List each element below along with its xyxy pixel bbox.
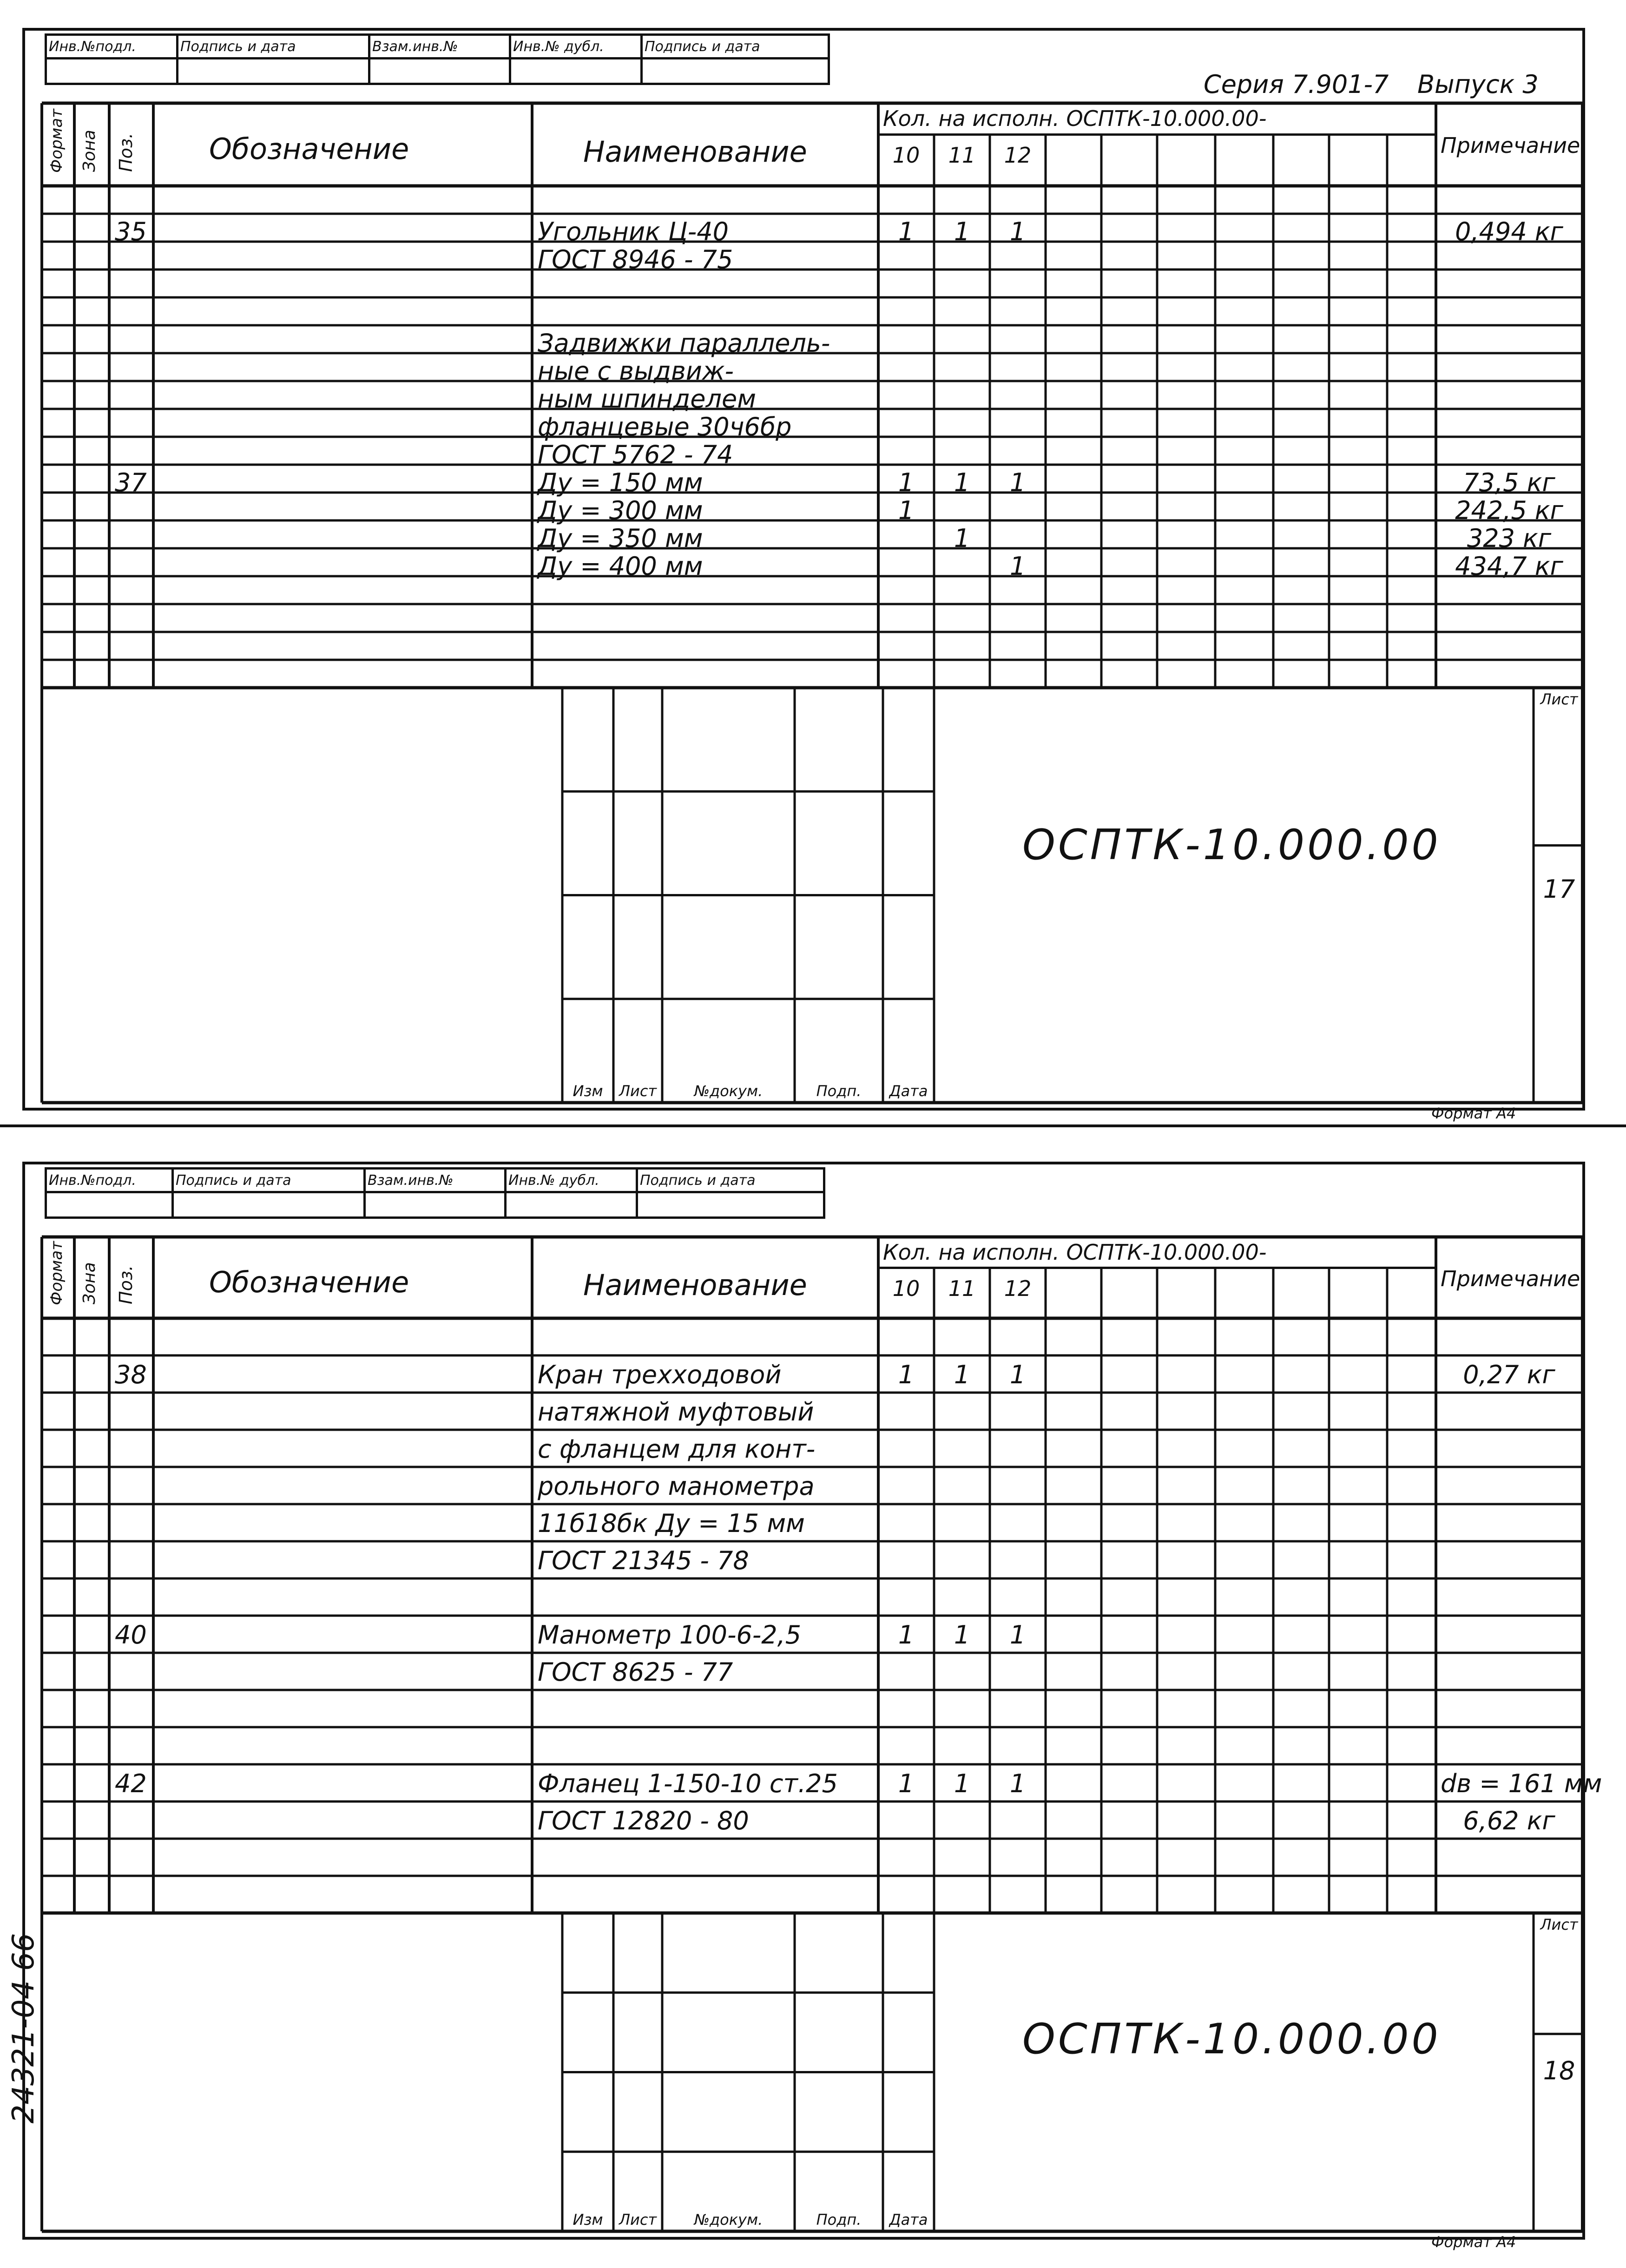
- row-name: Ду = 400 мм: [538, 552, 703, 581]
- row-note: 0,494 кг: [1455, 217, 1563, 247]
- sheet-separator: [0, 1124, 1626, 1127]
- row-qty-12: 1: [1009, 468, 1026, 498]
- title-block-label: №докум.: [694, 2211, 763, 2229]
- row-qty-11: 1: [954, 468, 970, 498]
- row-qty-10: 1: [898, 496, 915, 526]
- row-name: Угольник Ц-40: [538, 217, 729, 247]
- col-note-header: Примечание: [1441, 1266, 1580, 1291]
- row-note: 0,27 кг: [1463, 1360, 1555, 1389]
- row-name: фланцевые 30ч6бр: [538, 412, 792, 442]
- col-zone-header: Зона: [80, 130, 99, 172]
- specification-sheet-18: [0, 1134, 1626, 2268]
- title-block-label: Подп.: [816, 2211, 862, 2229]
- row-name: Кран трехходовой: [538, 1360, 782, 1389]
- row-qty-11: 1: [954, 1620, 970, 1650]
- col-pos-header: Поз.: [116, 1265, 136, 1304]
- row-qty-11: 1: [954, 1360, 970, 1389]
- row-qty-12: 1: [1009, 1620, 1026, 1650]
- col-q10-header: 10: [892, 143, 920, 168]
- sheet-label: Лист: [1540, 1916, 1578, 1933]
- row-name: ным шпинделем: [538, 384, 756, 414]
- page-format: Формат А4: [1431, 2233, 1516, 2251]
- col-q10-header: 10: [892, 1276, 920, 1301]
- issue-label: Выпуск 3: [1417, 70, 1539, 99]
- row-name: ГОСТ 5762 - 74: [538, 440, 733, 470]
- row-qty-11: 1: [954, 1768, 970, 1798]
- row-name: натяжной муфтовый: [538, 1397, 814, 1427]
- row-note: 323 кг: [1467, 524, 1552, 553]
- row-note: 73,5 кг: [1463, 468, 1555, 498]
- col-name-header: Наименование: [583, 1268, 807, 1302]
- row-name: Фланец 1-150-10 ст.25: [538, 1768, 838, 1798]
- stamp-sign-date-2: Подпись и дата: [637, 1169, 824, 1192]
- stamp-sign-date: Подпись и дата: [173, 1169, 365, 1192]
- spec-table-grid: [0, 1134, 1626, 2268]
- row-qty-12: 1: [1009, 1768, 1026, 1798]
- row-name: ГОСТ 8625 - 77: [538, 1657, 733, 1687]
- col-q11-header: 11: [948, 1276, 976, 1301]
- row-pos: 37: [115, 468, 147, 498]
- col-designation-header: Обозначение: [209, 1265, 409, 1300]
- stamp-inv-orig: Инв.№подл.: [46, 1169, 173, 1192]
- row-note: dв = 161 мм: [1441, 1768, 1602, 1798]
- title-block-label: Дата: [889, 2211, 928, 2229]
- row-name: Ду = 150 мм: [538, 468, 703, 498]
- col-name-header: Наименование: [583, 134, 807, 169]
- document-number: ОСПТК-10.000.00: [1022, 2015, 1441, 2064]
- col-designation-header: Обозначение: [209, 132, 409, 166]
- row-name: рольного манометра: [538, 1471, 815, 1501]
- side-archive-number: 24321-04 66: [7, 1933, 41, 2123]
- row-name: с фланцем для конт-: [538, 1434, 816, 1464]
- row-note: 434,7 кг: [1455, 552, 1563, 581]
- col-format-header: Формат: [47, 109, 66, 173]
- col-q12-header: 12: [1004, 143, 1032, 168]
- stamp-replace-inv: Взам.инв.№: [365, 1169, 506, 1192]
- row-name: Манометр 100-6-2,5: [538, 1620, 802, 1650]
- row-name: Ду = 350 мм: [538, 524, 703, 553]
- stamp-inv-orig: Инв.№подл.: [46, 35, 178, 59]
- row-pos: 35: [115, 217, 147, 247]
- title-block-label: Дата: [889, 1082, 928, 1100]
- stamp-sign-date: Подпись и дата: [178, 35, 369, 59]
- row-name: 11б18бк Ду = 15 мм: [538, 1508, 805, 1538]
- stamp-inv-dup: Инв.№ дубл.: [510, 35, 642, 59]
- col-pos-header: Поз.: [116, 132, 136, 172]
- col-zone-header: Зона: [80, 1262, 99, 1304]
- col-note-header: Примечание: [1441, 133, 1580, 158]
- row-qty-11: 1: [954, 524, 970, 553]
- col-qty-header: Кол. на исполн. ОСПТК-10.000.00-: [883, 1240, 1267, 1265]
- title-block-label: Лист: [619, 2211, 657, 2229]
- series-label: Серия 7.901-7: [1204, 70, 1389, 99]
- sheet-number: 18: [1543, 2056, 1575, 2086]
- row-name: Задвижки параллель-: [538, 329, 830, 358]
- row-pos: 40: [115, 1620, 147, 1650]
- sheet-number: 17: [1543, 874, 1575, 904]
- row-qty-10: 1: [898, 1620, 915, 1650]
- row-qty-11: 1: [954, 217, 970, 247]
- row-pos: 42: [115, 1768, 147, 1798]
- col-format-header: Формат: [47, 1241, 66, 1305]
- row-name: Ду = 300 мм: [538, 496, 703, 526]
- col-q12-header: 12: [1004, 1276, 1032, 1301]
- page-format: Формат А4: [1431, 1104, 1516, 1122]
- row-qty-10: 1: [898, 1360, 915, 1389]
- row-name: ГОСТ 21345 - 78: [538, 1545, 749, 1575]
- row-pos: 38: [115, 1360, 147, 1389]
- col-qty-header: Кол. на исполн. ОСПТК-10.000.00-: [883, 106, 1267, 131]
- title-block-label: Подп.: [816, 1082, 862, 1100]
- col-q11-header: 11: [948, 143, 976, 168]
- sheet-label: Лист: [1540, 690, 1578, 708]
- row-note: 242,5 кг: [1455, 496, 1563, 526]
- document-number: ОСПТК-10.000.00: [1022, 820, 1441, 869]
- row-name: ные с выдвиж-: [538, 356, 734, 386]
- row-qty-10: 1: [898, 468, 915, 498]
- title-block-label: Лист: [619, 1082, 657, 1100]
- row-qty-10: 1: [898, 217, 915, 247]
- row-qty-10: 1: [898, 1768, 915, 1798]
- title-block-label: Изм: [573, 2211, 603, 2229]
- stamp-inv-dup: Инв.№ дубл.: [506, 1169, 637, 1192]
- row-name: ГОСТ 8946 - 75: [538, 245, 733, 275]
- row-qty-12: 1: [1009, 217, 1026, 247]
- title-block-label: №докум.: [694, 1082, 763, 1100]
- row-qty-12: 1: [1009, 552, 1026, 581]
- title-block-label: Изм: [573, 1082, 603, 1100]
- stamp-sign-date-2: Подпись и дата: [642, 35, 829, 59]
- stamp-replace-inv: Взам.инв.№: [369, 35, 510, 59]
- row-qty-12: 1: [1009, 1360, 1026, 1389]
- row-note: 6,62 кг: [1463, 1806, 1555, 1835]
- row-name: ГОСТ 12820 - 80: [538, 1806, 749, 1835]
